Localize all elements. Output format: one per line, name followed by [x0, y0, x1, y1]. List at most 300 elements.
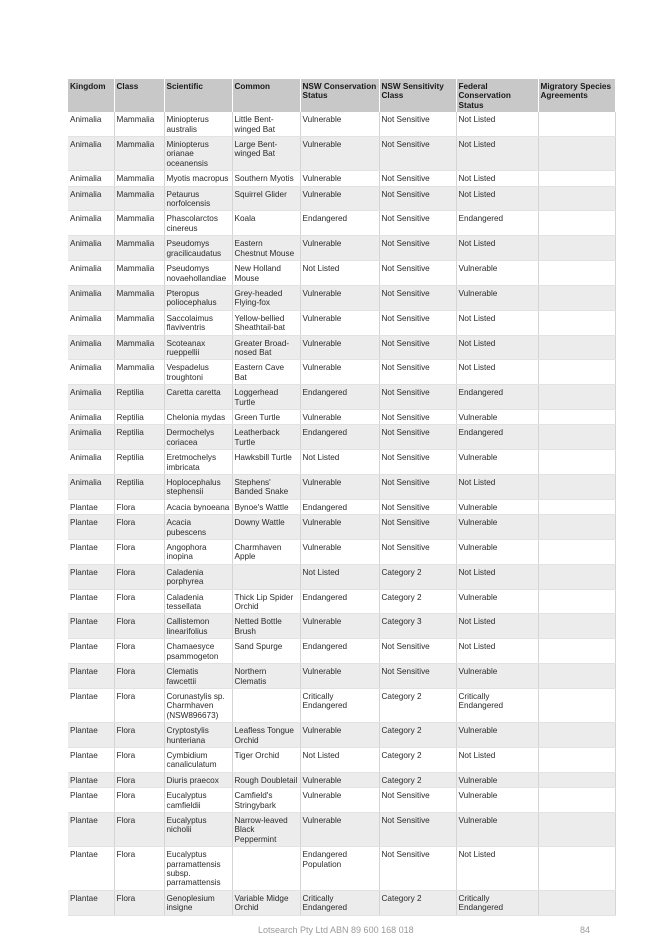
table-cell: [538, 186, 615, 211]
table-cell: Animalia: [68, 211, 114, 236]
table-cell: [538, 772, 615, 787]
table-cell: Not Sensitive: [379, 499, 456, 514]
table-cell: [538, 409, 615, 424]
table-cell: Flora: [114, 890, 164, 915]
table-cell: Vulnerable: [456, 450, 538, 475]
table-cell: Vulnerable: [300, 360, 379, 385]
table-cell: Animalia: [68, 360, 114, 385]
table-cell: Not Listed: [456, 564, 538, 589]
table-cell: Tiger Orchid: [232, 747, 300, 772]
table-cell: Vulnerable: [300, 664, 379, 689]
table-row: [68, 425, 615, 450]
table-cell: [538, 747, 615, 772]
table-cell: Mammalia: [114, 137, 164, 171]
table-cell: Animalia: [68, 236, 114, 261]
table-cell: Critically Endangered: [300, 890, 379, 915]
table-body: [68, 112, 615, 915]
table-cell: Vulnerable: [300, 335, 379, 360]
table-cell: Flora: [114, 847, 164, 891]
table-cell: Myotis macropus: [164, 171, 232, 186]
table-cell: Category 3: [379, 614, 456, 639]
table-cell: [538, 475, 615, 500]
table-cell: Northern Clematis: [232, 664, 300, 689]
table-row: [68, 515, 615, 540]
table-cell: Plantae: [68, 788, 114, 813]
table-cell: Flora: [114, 664, 164, 689]
table-cell: Flora: [114, 723, 164, 748]
table-row: [68, 589, 615, 614]
table-cell: Not Listed: [456, 360, 538, 385]
table-cell: Koala: [232, 211, 300, 236]
table-cell: [538, 890, 615, 915]
table-cell: Endangered: [300, 499, 379, 514]
table-cell: Animalia: [68, 261, 114, 286]
table-row: [68, 186, 615, 211]
table-cell: Southern Myotis: [232, 171, 300, 186]
table-cell: Vulnerable: [300, 812, 379, 846]
table-cell: Eastern Chestnut Mouse: [232, 236, 300, 261]
table-cell: Reptilia: [114, 409, 164, 424]
table-cell: Animalia: [68, 335, 114, 360]
table-cell: Vulnerable: [456, 812, 538, 846]
table-cell: Category 2: [379, 688, 456, 722]
table-cell: Flora: [114, 688, 164, 722]
table-cell: Not Sensitive: [379, 186, 456, 211]
table-row: [68, 310, 615, 335]
table-cell: Category 2: [379, 890, 456, 915]
table-cell: Reptilia: [114, 450, 164, 475]
table-cell: Large Bent-winged Bat: [232, 137, 300, 171]
table-cell: Reptilia: [114, 425, 164, 450]
table-cell: Endangered Population: [300, 847, 379, 891]
species-table-container: [68, 79, 615, 916]
table-cell: Not Sensitive: [379, 236, 456, 261]
table-cell: [538, 515, 615, 540]
table-row: [68, 788, 615, 813]
table-cell: Mammalia: [114, 261, 164, 286]
table-cell: Not Sensitive: [379, 211, 456, 236]
table-row: [68, 540, 615, 565]
table-cell: Mammalia: [114, 335, 164, 360]
table-cell: [538, 812, 615, 846]
table-cell: Animalia: [68, 137, 114, 171]
table-row: [68, 285, 615, 310]
table-cell: Phascolarctos cinereus: [164, 211, 232, 236]
table-cell: Not Sensitive: [379, 639, 456, 664]
table-cell: Narrow-leaved Black Peppermint: [232, 812, 300, 846]
table-cell: Not Sensitive: [379, 788, 456, 813]
table-row: [68, 450, 615, 475]
table-cell: Animalia: [68, 385, 114, 410]
table-cell: Animalia: [68, 171, 114, 186]
table-cell: Charmhaven Apple: [232, 540, 300, 565]
table-cell: Mammalia: [114, 236, 164, 261]
table-row: [68, 211, 615, 236]
table-cell: Not Listed: [456, 171, 538, 186]
table-cell: Cymbidium canaliculatum: [164, 747, 232, 772]
table-cell: Not Sensitive: [379, 171, 456, 186]
table-cell: Vulnerable: [300, 310, 379, 335]
table-cell: Animalia: [68, 450, 114, 475]
table-cell: Mammalia: [114, 112, 164, 136]
table-row: [68, 614, 615, 639]
table-cell: Flora: [114, 788, 164, 813]
table-cell: Vulnerable: [456, 664, 538, 689]
table-cell: Leafless Tongue Orchid: [232, 723, 300, 748]
table-cell: Camfield's Stringybark: [232, 788, 300, 813]
table-row: [68, 847, 615, 891]
table-cell: Caladenia porphyrea: [164, 564, 232, 589]
table-cell: [538, 639, 615, 664]
table-cell: Plantae: [68, 890, 114, 915]
table-row: [68, 409, 615, 424]
table-cell: Grey-headed Flying-fox: [232, 285, 300, 310]
table-cell: Bynoe's Wattle: [232, 499, 300, 514]
table-row: [68, 171, 615, 186]
table-cell: Eucalyptus parramattensis subsp. parramattensis: [164, 847, 232, 891]
table-cell: Cryptostylis hunteriana: [164, 723, 232, 748]
table-cell: Not Sensitive: [379, 664, 456, 689]
table-cell: Hoplocephalus stephensii: [164, 475, 232, 500]
table-cell: Mammalia: [114, 171, 164, 186]
table-cell: Eucalyptus camfieldii: [164, 788, 232, 813]
column-header: Class: [114, 79, 164, 112]
table-cell: Plantae: [68, 639, 114, 664]
table-cell: Pseudomys novaehollandiae: [164, 261, 232, 286]
table-cell: Plantae: [68, 540, 114, 565]
table-cell: Petaurus norfolcensis: [164, 186, 232, 211]
table-cell: Plantae: [68, 515, 114, 540]
table-cell: [538, 788, 615, 813]
table-cell: [538, 335, 615, 360]
table-cell: Not Sensitive: [379, 515, 456, 540]
table-cell: Vulnerable: [456, 772, 538, 787]
table-cell: Reptilia: [114, 385, 164, 410]
table-cell: Vulnerable: [300, 171, 379, 186]
column-header: NSW Sensitivity Class: [379, 79, 456, 112]
table-row: [68, 747, 615, 772]
table-cell: Critically Endangered: [456, 890, 538, 915]
table-cell: Not Listed: [456, 847, 538, 891]
table-cell: [538, 211, 615, 236]
table-cell: Flora: [114, 812, 164, 846]
table-row: [68, 385, 615, 410]
table-cell: Downy Wattle: [232, 515, 300, 540]
table-cell: Vulnerable: [300, 540, 379, 565]
column-header: Kingdom: [68, 79, 114, 112]
table-cell: Vulnerable: [300, 409, 379, 424]
table-cell: Not Sensitive: [379, 425, 456, 450]
table-cell: Mammalia: [114, 186, 164, 211]
table-cell: Loggerhead Turtle: [232, 385, 300, 410]
table-cell: Eastern Cave Bat: [232, 360, 300, 385]
table-cell: [538, 723, 615, 748]
table-row: [68, 890, 615, 915]
table-row: [68, 261, 615, 286]
table-row: [68, 639, 615, 664]
table-cell: Netted Bottle Brush: [232, 614, 300, 639]
table-row: [68, 360, 615, 385]
table-cell: Flora: [114, 499, 164, 514]
table-cell: Endangered: [300, 385, 379, 410]
table-cell: Vulnerable: [456, 589, 538, 614]
table-cell: Endangered: [456, 385, 538, 410]
table-cell: Not Sensitive: [379, 385, 456, 410]
table-cell: Not Sensitive: [379, 450, 456, 475]
table-cell: Animalia: [68, 310, 114, 335]
table-cell: Corunastylis sp. Charmhaven (NSW896673): [164, 688, 232, 722]
table-cell: Animalia: [68, 112, 114, 136]
table-cell: Eretmochelys imbricata: [164, 450, 232, 475]
table-cell: New Holland Mouse: [232, 261, 300, 286]
table-cell: Vulnerable: [456, 788, 538, 813]
table-cell: Flora: [114, 614, 164, 639]
table-cell: [538, 688, 615, 722]
table-cell: Plantae: [68, 564, 114, 589]
table-cell: Flora: [114, 515, 164, 540]
column-header: Scientific: [164, 79, 232, 112]
table-cell: Mammalia: [114, 285, 164, 310]
table-cell: Vespadelus troughtoni: [164, 360, 232, 385]
table-cell: Vulnerable: [300, 112, 379, 136]
page-number: 84: [580, 925, 591, 935]
table-cell: Plantae: [68, 589, 114, 614]
footer-company: Lotsearch Pty Ltd ABN 89 600 168 018: [258, 925, 414, 935]
table-cell: Category 2: [379, 564, 456, 589]
table-cell: Category 2: [379, 772, 456, 787]
table-cell: Flora: [114, 589, 164, 614]
table-cell: [538, 360, 615, 385]
table-cell: [538, 589, 615, 614]
table-row: [68, 723, 615, 748]
table-cell: Chamaesyce psammogeton: [164, 639, 232, 664]
table-cell: Squirrel Glider: [232, 186, 300, 211]
table-cell: Vulnerable: [300, 475, 379, 500]
table-cell: Sand Spurge: [232, 639, 300, 664]
table-row: [68, 688, 615, 722]
table-cell: Diuris praecox: [164, 772, 232, 787]
table-cell: Saccolaimus flaviventris: [164, 310, 232, 335]
table-cell: [538, 171, 615, 186]
table-cell: Not Listed: [456, 236, 538, 261]
table-cell: Not Listed: [300, 261, 379, 286]
table-row: [68, 475, 615, 500]
table-cell: Not Sensitive: [379, 812, 456, 846]
table-cell: Angophora inopina: [164, 540, 232, 565]
table-cell: Little Bent-winged Bat: [232, 112, 300, 136]
table-cell: Plantae: [68, 772, 114, 787]
table-cell: [538, 425, 615, 450]
table-cell: Vulnerable: [300, 723, 379, 748]
table-cell: Caladenia tessellata: [164, 589, 232, 614]
table-cell: [538, 385, 615, 410]
table-cell: Not Listed: [456, 112, 538, 136]
table-cell: [538, 112, 615, 136]
table-cell: Flora: [114, 639, 164, 664]
table-cell: Animalia: [68, 475, 114, 500]
table-header-row: [68, 79, 615, 112]
table-cell: Category 2: [379, 589, 456, 614]
table-cell: Vulnerable: [456, 261, 538, 286]
table-cell: Greater Broad-nosed Bat: [232, 335, 300, 360]
table-cell: Not Sensitive: [379, 360, 456, 385]
table-row: [68, 335, 615, 360]
table-cell: [538, 236, 615, 261]
table-cell: [232, 688, 300, 722]
table-cell: Endangered: [300, 425, 379, 450]
table-cell: Clematis fawcettii: [164, 664, 232, 689]
table-cell: Plantae: [68, 723, 114, 748]
table-cell: Endangered: [300, 639, 379, 664]
table-cell: Hawksbill Turtle: [232, 450, 300, 475]
table-cell: [538, 310, 615, 335]
table-cell: Flora: [114, 564, 164, 589]
table-cell: Not Listed: [456, 639, 538, 664]
table-cell: Leatherback Turtle: [232, 425, 300, 450]
table-cell: Miniopterus australis: [164, 112, 232, 136]
table-cell: Stephens' Banded Snake: [232, 475, 300, 500]
table-cell: Pteropus poliocephalus: [164, 285, 232, 310]
table-cell: Vulnerable: [456, 723, 538, 748]
table-cell: Green Turtle: [232, 409, 300, 424]
table-cell: Yellow-bellied Sheathtail-bat: [232, 310, 300, 335]
table-cell: Category 2: [379, 723, 456, 748]
table-cell: Not Sensitive: [379, 137, 456, 171]
table-cell: Dermochelys coriacea: [164, 425, 232, 450]
table-cell: Vulnerable: [300, 788, 379, 813]
table-cell: Endangered: [456, 425, 538, 450]
table-cell: Not Sensitive: [379, 335, 456, 360]
column-header: Migratory Species Agreements: [538, 79, 615, 112]
table-cell: Pseudomys gracilicaudatus: [164, 236, 232, 261]
table-cell: Vulnerable: [300, 772, 379, 787]
table-cell: Flora: [114, 540, 164, 565]
table-cell: Scoteanax rueppellii: [164, 335, 232, 360]
table-cell: Vulnerable: [456, 285, 538, 310]
table-cell: Plantae: [68, 812, 114, 846]
table-cell: Not Sensitive: [379, 540, 456, 565]
table-cell: [538, 540, 615, 565]
table-cell: [538, 450, 615, 475]
table-cell: Mammalia: [114, 310, 164, 335]
table-cell: Vulnerable: [456, 515, 538, 540]
table-cell: [538, 137, 615, 171]
table-cell: Caretta caretta: [164, 385, 232, 410]
table-cell: Not Sensitive: [379, 475, 456, 500]
table-cell: Vulnerable: [300, 236, 379, 261]
table-cell: [538, 847, 615, 891]
column-header: Federal Conservation Status: [456, 79, 538, 112]
table-cell: Plantae: [68, 847, 114, 891]
table-cell: Rough Doubletail: [232, 772, 300, 787]
table-cell: Not Listed: [456, 310, 538, 335]
table-cell: [538, 285, 615, 310]
table-cell: Endangered: [300, 211, 379, 236]
table-cell: Not Listed: [456, 335, 538, 360]
table-cell: Eucalyptus nicholii: [164, 812, 232, 846]
table-cell: Plantae: [68, 664, 114, 689]
table-cell: Vulnerable: [456, 499, 538, 514]
table-row: [68, 812, 615, 846]
table-cell: Vulnerable: [300, 515, 379, 540]
table-cell: Not Sensitive: [379, 285, 456, 310]
table-cell: Not Listed: [456, 614, 538, 639]
table-cell: Mammalia: [114, 211, 164, 236]
table-cell: Not Sensitive: [379, 112, 456, 136]
table-row: [68, 564, 615, 589]
table-cell: [538, 664, 615, 689]
table-cell: [538, 564, 615, 589]
table-cell: Animalia: [68, 425, 114, 450]
table-cell: [538, 499, 615, 514]
table-cell: Vulnerable: [300, 137, 379, 171]
table-cell: [538, 614, 615, 639]
table-cell: Plantae: [68, 614, 114, 639]
table-cell: Acacia pubescens: [164, 515, 232, 540]
table-cell: Plantae: [68, 747, 114, 772]
table-cell: Not Listed: [300, 564, 379, 589]
table-cell: Callistemon linearifolius: [164, 614, 232, 639]
table-cell: Flora: [114, 772, 164, 787]
table-cell: Endangered: [456, 211, 538, 236]
table-cell: Not Listed: [456, 186, 538, 211]
table-cell: Not Listed: [300, 747, 379, 772]
table-cell: Variable Midge Orchid: [232, 890, 300, 915]
table-row: [68, 112, 615, 136]
table-cell: Animalia: [68, 285, 114, 310]
table-cell: Vulnerable: [300, 285, 379, 310]
table-cell: Animalia: [68, 186, 114, 211]
table-cell: [232, 564, 300, 589]
table-cell: Category 2: [379, 747, 456, 772]
table-row: [68, 499, 615, 514]
table-cell: Mammalia: [114, 360, 164, 385]
table-cell: Critically Endangered: [300, 688, 379, 722]
table-cell: Animalia: [68, 409, 114, 424]
table-row: [68, 236, 615, 261]
table-cell: Flora: [114, 747, 164, 772]
table-cell: Not Sensitive: [379, 310, 456, 335]
table-cell: Thick Lip Spider Orchid: [232, 589, 300, 614]
table-cell: [232, 847, 300, 891]
table-cell: Reptilia: [114, 475, 164, 500]
table-cell: Not Listed: [300, 450, 379, 475]
table-cell: Vulnerable: [300, 186, 379, 211]
table-cell: Vulnerable: [456, 409, 538, 424]
table-cell: Acacia bynoeana: [164, 499, 232, 514]
table-cell: Not Sensitive: [379, 261, 456, 286]
table-cell: Not Sensitive: [379, 409, 456, 424]
table-cell: [538, 261, 615, 286]
table-cell: Not Listed: [456, 137, 538, 171]
table-cell: Vulnerable: [456, 540, 538, 565]
table-cell: Not Listed: [456, 747, 538, 772]
table-row: [68, 772, 615, 787]
table-cell: Plantae: [68, 499, 114, 514]
species-table: [68, 79, 616, 916]
table-cell: Chelonia mydas: [164, 409, 232, 424]
table-cell: Vulnerable: [300, 614, 379, 639]
table-cell: Endangered: [300, 589, 379, 614]
column-header: NSW Conservation Status: [300, 79, 379, 112]
table-row: [68, 664, 615, 689]
table-row: [68, 137, 615, 171]
table-cell: Plantae: [68, 688, 114, 722]
table-cell: Not Sensitive: [379, 847, 456, 891]
column-header: Common: [232, 79, 300, 112]
table-cell: Genoplesium insigne: [164, 890, 232, 915]
table-cell: Critically Endangered: [456, 688, 538, 722]
